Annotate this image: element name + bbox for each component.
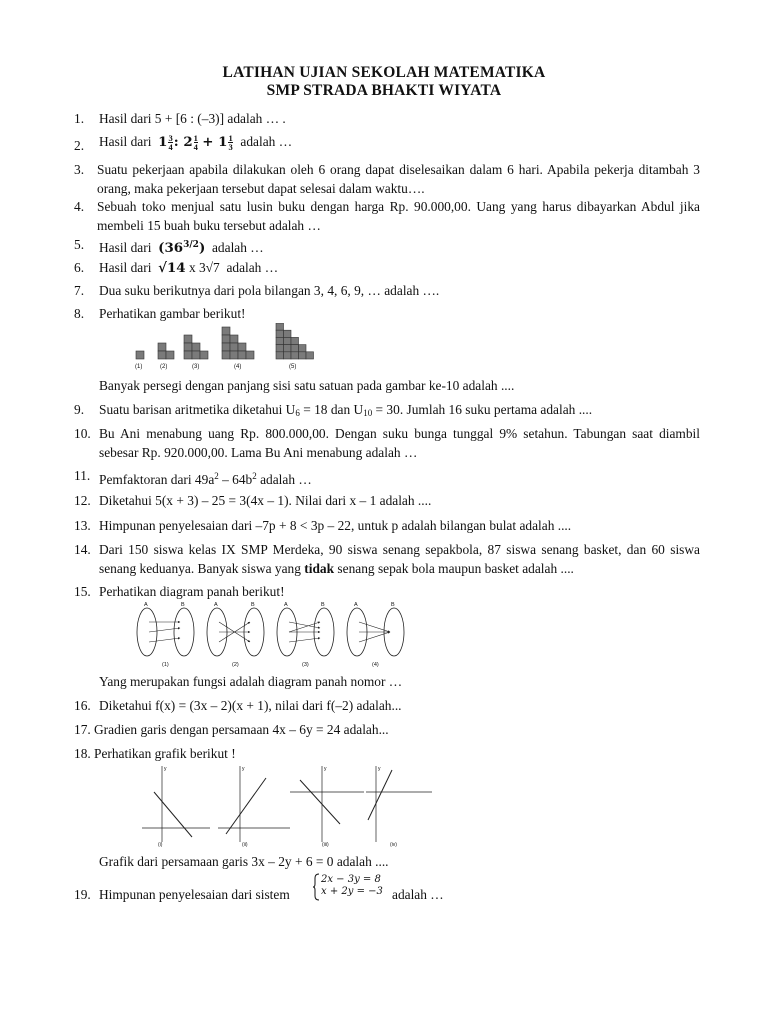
figure-label: (4) (234, 364, 242, 370)
question-text: Himpunan penyelesaian dari –7p + 8 < 3p – 22, untuk p adalah bilangan bulat adalah .... (99, 518, 572, 533)
question-number: 1. (74, 111, 85, 126)
figure-label: (2) (160, 364, 168, 370)
question-text: Hasil dari 1 $\frac{3}{4}$ : 2 $\frac{1}{4}$ + 1 $\frac{1}{3}$ adalah … (99, 132, 293, 153)
svg-text:B: B (251, 602, 255, 608)
question-19-suffix (392, 886, 492, 905)
arrow-diagram-figure (132, 600, 418, 668)
question-number: 14. (74, 542, 91, 557)
question-2 (74, 133, 700, 159)
figure-label: (5) (289, 364, 297, 370)
question-text: Suatu pekerjaan apabila dilakukan oleh 6 orang dapat diselesaikan dalam 6 hari. Apabila pekerja ditambah 3 orang, maka pekerjaan tersebut dapat selesai dalam waktu…. (97, 162, 700, 196)
figure-label: (ii) (242, 842, 248, 848)
system-brace (312, 873, 320, 901)
square-pattern-figure (130, 323, 326, 373)
fraction: $\frac{3}{4}$ (168, 132, 173, 153)
figure-label: (1) (135, 364, 143, 370)
question-number: 15. (74, 584, 91, 599)
svg-text:A: A (354, 602, 358, 608)
question-text: Yang merupakan fungsi adalah diagram panah nomor … (99, 674, 403, 689)
question-text: Suatu barisan aritmetika diketahui $U_6 = 18$ dan $U_{10} = 30$. Jumlah 16 suku pertama adalah .... (99, 402, 593, 418)
question-text: Diketahui f(x) = (3x – 2)(x + 1), nilai dari f(–2) adalah... (99, 698, 402, 713)
question-text: adalah … (392, 887, 444, 902)
figure-label: (1) (162, 662, 169, 668)
question-number: 13. (74, 518, 91, 533)
question-number: 11. (74, 468, 91, 483)
question-number: 17. (74, 722, 91, 737)
question-number: 4. (74, 199, 85, 214)
question-text: Himpunan penyelesaian dari sistem (99, 887, 290, 902)
svg-text:y: y (242, 766, 245, 772)
question-number: 9. (74, 402, 85, 417)
system-equations (321, 874, 383, 898)
question-number: 19. (74, 887, 91, 902)
figure-label: (iv) (390, 842, 397, 848)
question-number: 5. (74, 237, 85, 252)
figure-label: (iii) (322, 842, 329, 848)
question-text: Hasil dari √14 x 3√7 adalah … (99, 260, 279, 276)
svg-text:B: B (321, 602, 325, 608)
question-number: 10. (74, 426, 91, 441)
question-text: Hasil dari 5 + [6 : (–3)] adalah … . (99, 111, 286, 126)
svg-text:B: B (391, 602, 395, 608)
question-text: Dua suku berikutnya dari pola bilangan 3, 4, 6, 9, … adalah …. (99, 283, 440, 298)
svg-text:A: A (284, 602, 288, 608)
question-text: Banyak persegi dengan panjang sisi satu satuan pada gambar ke-10 adalah .... (99, 378, 515, 393)
question-text: Hasil dari $(36^{3/2})$ adalah … (99, 240, 264, 256)
question-text: Pemfaktoran dari $49a^2 - 64b^2$ adalah … (99, 471, 312, 487)
question-number: 16. (74, 698, 91, 713)
page-title-line2: SMP STRADA BHAKTI WIYATA (266, 82, 502, 99)
question-text: Perhatikan gambar berikut! (99, 306, 246, 321)
question-text: Diketahui 5(x + 3) – 25 = 3(4x – 1). Nilai dari x – 1 adalah .... (99, 493, 432, 508)
figure-label: (3) (302, 662, 309, 668)
fraction: $\frac{1}{3}$ (228, 132, 233, 153)
line-graphs-figure (140, 762, 436, 850)
svg-text:y: y (324, 766, 327, 772)
question-text: Dari 150 siswa kelas IX SMP Merdeka, 90 siswa senang sepakbola, 87 siswa senang basket, dan 60 siswa senang keduanya. Banyak siswa yang tidak senang sepak bola maupun basket adalah .... (99, 542, 700, 576)
question-number: 2. (74, 138, 85, 153)
svg-text:B: B (181, 602, 185, 608)
question-text: Sebuah toko menjual satu lusin buku dengan harga Rp. 90.000,00. Uang yang harus dibayarkan Abdul jika membeli 15 buah buku tersebut adalah … (97, 199, 700, 233)
question-number: 12. (74, 493, 91, 508)
svg-text:y: y (164, 766, 167, 772)
question-number: 18. (74, 746, 91, 761)
page-title-line1: LATIHAN UJIAN SEKOLAH MATEMATIKA (222, 64, 546, 81)
question-text: Perhatikan grafik berikut ! (94, 746, 236, 761)
figure-label: (4) (372, 662, 379, 668)
figure-label: (2) (232, 662, 239, 668)
fraction: $\frac{1}{4}$ (193, 132, 198, 153)
question-text: Bu Ani menabung uang Rp. 800.000,00. Dengan suku bunga tunggal 9% setahun. Tabungan saat diambil sebesar Rp. 920.000,00. Lama Bu Ani menabung adalah … (99, 426, 700, 460)
equation-2: x + 2y = −3 (321, 886, 383, 897)
figure-label: (i) (158, 842, 163, 848)
svg-text:A: A (214, 602, 218, 608)
figure-label: (3) (192, 364, 200, 370)
question-number: 7. (74, 283, 85, 298)
equation-1: 2x − 3y = 8 (321, 874, 381, 885)
question-text: Gradien garis dengan persamaan 4x – 6y = 24 adalah... (94, 722, 389, 737)
question-number: 6. (74, 260, 85, 275)
question-text: Perhatikan diagram panah berikut! (99, 584, 285, 599)
question-number: 3. (74, 162, 85, 177)
svg-text:y: y (378, 766, 381, 772)
question-number: 8. (74, 306, 85, 321)
svg-text:A: A (144, 602, 148, 608)
question-text: Grafik dari persamaan garis 3x – 2y + 6 = 0 adalah .... (99, 854, 389, 869)
